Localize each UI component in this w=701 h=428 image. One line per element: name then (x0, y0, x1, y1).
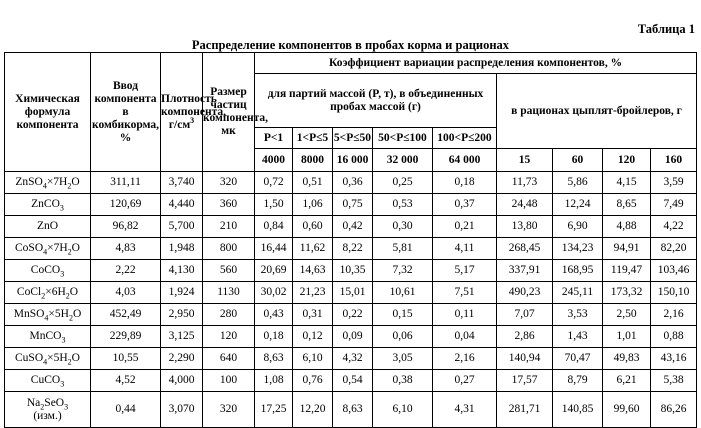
formula-text: MnSO (13, 308, 45, 320)
header-dose: Ввод компонента в комбикорма, % (91, 53, 161, 172)
formula-text: O (71, 176, 80, 188)
formula-text: ×7H (47, 242, 68, 254)
cell-batch-coefficient: 20,69 (255, 260, 293, 282)
cell-batch-coefficient: 5,17 (433, 260, 497, 282)
formula-text: ZnO (36, 220, 59, 232)
formula-subscript: 2 (65, 291, 70, 301)
cell-formula (5, 304, 91, 326)
formula-text: CuCO (30, 374, 61, 386)
cell-batch-coefficient: 1,08 (255, 370, 293, 392)
formula-subscript: 2 (67, 181, 72, 191)
cell-batch-coefficient: 0,43 (255, 304, 293, 326)
cell-ration-coefficient: 337,91 (497, 260, 553, 282)
formula-subscript: 2 (67, 357, 72, 367)
cell-batch-coefficient: 0,76 (293, 370, 333, 392)
cell-ration-coefficient: 5,38 (651, 370, 697, 392)
header-p-range: 1<P≤5 (293, 128, 333, 149)
cell-batch-coefficient: 8,22 (333, 238, 373, 260)
formula-text: O (71, 242, 80, 254)
cell-batch-coefficient: 4,11 (433, 238, 497, 260)
cell-ration-coefficient: 3,59 (651, 172, 697, 194)
cell-ration-coefficient: 4,88 (603, 216, 651, 238)
header-p-range: 100<P≤200 (433, 128, 497, 149)
cell-formula (5, 238, 91, 260)
cell-batch-coefficient: 0,38 (373, 370, 433, 392)
cell-batch-coefficient: 0,27 (433, 370, 497, 392)
cell-particle-size: 280 (203, 304, 255, 326)
cell-ration-coefficient: 1,01 (603, 326, 651, 348)
formula-text: O (71, 352, 80, 364)
formula-subscript: 3 (64, 401, 69, 411)
cell-formula (5, 260, 91, 282)
header-density-sup: 3 (190, 115, 195, 125)
header-ration-mass: 15 (497, 149, 553, 172)
formula-subscript: 4 (43, 357, 48, 367)
header-density-text: Плотность компонента, г/см (161, 92, 226, 131)
cell-batch-coefficient: 0,53 (373, 194, 433, 216)
cell-ration-coefficient: 134,23 (553, 238, 603, 260)
cell-dose: 2,22 (91, 260, 161, 282)
table-row (5, 326, 697, 348)
cell-batch-coefficient: 0,25 (373, 172, 433, 194)
formula-text: ×7H (46, 176, 68, 188)
header-formula: Химическая формула компонента (5, 53, 91, 172)
header-ration-mass: 60 (553, 149, 603, 172)
cell-ration-coefficient: 490,23 (497, 282, 553, 304)
formula-subscript: 3 (60, 379, 65, 389)
formula-text: O (69, 286, 79, 298)
header-sample-mass: 64 000 (433, 149, 497, 172)
cell-dose: 229,89 (91, 326, 161, 348)
cell-batch-coefficient: 1,06 (293, 194, 333, 216)
cell-batch-coefficient: 0,31 (293, 304, 333, 326)
formula-text: ×6H (45, 286, 66, 298)
cell-ration-coefficient: 17,57 (497, 370, 553, 392)
cell-batch-coefficient: 0,21 (433, 216, 497, 238)
cell-particle-size: 320 (203, 172, 255, 194)
formula-subscript: 2 (68, 313, 73, 323)
table-body (5, 172, 697, 428)
cell-batch-coefficient: 16,44 (255, 238, 293, 260)
cell-batch-coefficient: 15,01 (333, 282, 373, 304)
cell-ration-coefficient: 24,48 (497, 194, 553, 216)
cell-batch-coefficient: 0,42 (333, 216, 373, 238)
cell-batch-coefficient: 4,31 (433, 392, 497, 428)
cell-batch-coefficient: 7,51 (433, 282, 497, 304)
cell-batch-coefficient: 0,11 (433, 304, 497, 326)
cell-batch-coefficient: 6,10 (293, 348, 333, 370)
cell-particle-size: 100 (203, 370, 255, 392)
table-row (5, 216, 697, 238)
formula-text: ZnSO (15, 176, 43, 188)
cell-ration-coefficient: 7,07 (497, 304, 553, 326)
cell-ration-coefficient: 13,80 (497, 216, 553, 238)
cell-density: 4,440 (161, 194, 203, 216)
cell-batch-coefficient: 12,20 (293, 392, 333, 428)
cell-ration-coefficient: 168,95 (553, 260, 603, 282)
distribution-table (4, 52, 697, 428)
cell-ration-coefficient: 11,73 (497, 172, 553, 194)
cell-particle-size: 1130 (203, 282, 255, 304)
cell-batch-coefficient: 0,06 (373, 326, 433, 348)
cell-batch-coefficient: 10,61 (373, 282, 433, 304)
header-p-range: P<1 (255, 128, 293, 149)
cell-batch-coefficient: 0,18 (433, 172, 497, 194)
cell-batch-coefficient: 10,35 (333, 260, 373, 282)
cell-ration-coefficient: 7,49 (651, 194, 697, 216)
cell-ration-coefficient: 8,65 (603, 194, 651, 216)
cell-ration-coefficient: 140,94 (497, 348, 553, 370)
cell-density: 3,070 (161, 392, 203, 428)
header-sample-mass: 16 000 (333, 149, 373, 172)
cell-batch-coefficient: 0,36 (333, 172, 373, 194)
cell-dose: 0,44 (91, 392, 161, 428)
cell-batch-coefficient: 0,12 (293, 326, 333, 348)
cell-density: 2,290 (161, 348, 203, 370)
cell-formula (5, 348, 91, 370)
cell-density: 3,125 (161, 326, 203, 348)
cell-ration-coefficient: 173,32 (603, 282, 651, 304)
formula-text: MnCO (29, 330, 62, 342)
cell-ration-coefficient: 70,47 (553, 348, 603, 370)
cell-dose: 10,55 (91, 348, 161, 370)
cell-ration-coefficient: 99,60 (603, 392, 651, 428)
formula-note: (изм.) (33, 409, 62, 422)
formula-text: Na (26, 396, 41, 409)
cell-batch-coefficient: 8,63 (255, 348, 293, 370)
header-ration-mass: 120 (603, 149, 651, 172)
cell-dose: 452,49 (91, 304, 161, 326)
header-p-range: 5<P≤50 (333, 128, 373, 149)
formula-subscript: 2 (40, 401, 45, 411)
formula-text: CoSO (15, 242, 44, 254)
cell-particle-size: 320 (203, 392, 255, 428)
header-sample-mass: 4000 (255, 149, 293, 172)
cell-ration-coefficient: 82,20 (651, 238, 697, 260)
cell-density: 5,700 (161, 216, 203, 238)
cell-dose: 311,11 (91, 172, 161, 194)
formula-subscript: 3 (59, 203, 64, 213)
table-row (5, 194, 697, 216)
cell-ration-coefficient: 8,79 (553, 370, 603, 392)
cell-particle-size: 120 (203, 326, 255, 348)
table-row (5, 238, 697, 260)
cell-density: 1,924 (161, 282, 203, 304)
cell-batch-coefficient: 0,22 (333, 304, 373, 326)
cell-ration-coefficient: 4,15 (603, 172, 651, 194)
cell-batch-coefficient: 1,50 (255, 194, 293, 216)
cell-batch-coefficient: 0,84 (255, 216, 293, 238)
table-row (5, 304, 697, 326)
cell-ration-coefficient: 103,46 (651, 260, 697, 282)
header-rations: в рационах цыплят-бройлеров, г (497, 74, 697, 149)
header-sample-mass: 32 000 (373, 149, 433, 172)
formula-subscript: 3 (61, 335, 66, 345)
cell-ration-coefficient: 281,71 (497, 392, 553, 428)
cell-ration-coefficient: 2,50 (603, 304, 651, 326)
cell-formula (5, 194, 91, 216)
cell-batch-coefficient: 0,30 (373, 216, 433, 238)
cell-batch-coefficient: 6,10 (373, 392, 433, 428)
cell-density: 4,000 (161, 370, 203, 392)
cell-ration-coefficient: 1,43 (553, 326, 603, 348)
cell-batch-coefficient: 3,05 (373, 348, 433, 370)
cell-ration-coefficient: 3,53 (553, 304, 603, 326)
cell-formula (5, 392, 91, 428)
header-coefficient: Коэффициент вариации распределения компонентов, % (255, 53, 697, 74)
cell-density: 3,740 (161, 172, 203, 194)
table-row (5, 282, 697, 304)
cell-ration-coefficient: 5,86 (553, 172, 603, 194)
header-density (161, 53, 226, 172)
formula-text: ZnCO (31, 198, 60, 210)
cell-batch-coefficient: 0,75 (333, 194, 373, 216)
cell-batch-coefficient: 17,25 (255, 392, 293, 428)
table-row (5, 260, 697, 282)
cell-batch-coefficient: 0,72 (255, 172, 293, 194)
header-p-range: 50<P≤100 (373, 128, 433, 149)
cell-batch-coefficient: 14,63 (293, 260, 333, 282)
cell-particle-size: 360 (203, 194, 255, 216)
cell-batch-coefficient: 4,32 (333, 348, 373, 370)
header-sample-mass: 8000 (293, 149, 333, 172)
cell-ration-coefficient: 6,90 (553, 216, 603, 238)
formula-text: CuSO (15, 352, 44, 364)
cell-ration-coefficient: 12,24 (553, 194, 603, 216)
cell-batch-coefficient: 0,04 (433, 326, 497, 348)
cell-dose: 4,52 (91, 370, 161, 392)
table-row (5, 370, 697, 392)
formula-text: ×5H (48, 308, 69, 320)
cell-batch-coefficient: 5,81 (373, 238, 433, 260)
cell-formula (5, 216, 91, 238)
formula-subscript: 2 (67, 247, 72, 257)
cell-dose: 4,83 (91, 238, 161, 260)
cell-ration-coefficient: 2,86 (497, 326, 553, 348)
cell-batch-coefficient: 0,09 (333, 326, 373, 348)
cell-batch-coefficient: 7,32 (373, 260, 433, 282)
cell-ration-coefficient: 140,85 (553, 392, 603, 428)
cell-density: 2,950 (161, 304, 203, 326)
cell-formula (5, 172, 91, 194)
table-number-label: Таблица 1 (637, 22, 695, 36)
formula-subscript: 4 (43, 247, 48, 257)
cell-particle-size: 210 (203, 216, 255, 238)
cell-ration-coefficient: 94,91 (603, 238, 651, 260)
formula-text: O (72, 308, 82, 320)
cell-density: 4,130 (161, 260, 203, 282)
formula-subscript: 3 (60, 269, 65, 279)
cell-formula (5, 282, 91, 304)
formula-text: CoCl (16, 286, 42, 298)
formula-text: ×5H (47, 352, 68, 364)
cell-ration-coefficient: 6,21 (603, 370, 651, 392)
header-particle-size: Размер частиц компонента, мк (203, 53, 255, 172)
cell-ration-coefficient: 245,11 (553, 282, 603, 304)
cell-formula (5, 370, 91, 392)
table-row (5, 172, 697, 194)
cell-particle-size: 800 (203, 238, 255, 260)
formula-text: SeO (44, 396, 65, 409)
cell-batch-coefficient: 0,18 (255, 326, 293, 348)
table-caption: Распределение компонентов в пробах корма и рационах (191, 38, 510, 52)
cell-ration-coefficient: 150,10 (651, 282, 697, 304)
cell-batch-coefficient: 0,60 (293, 216, 333, 238)
formula-subscript: 2 (41, 291, 46, 301)
cell-ration-coefficient: 49,83 (603, 348, 651, 370)
cell-batch-coefficient: 2,16 (433, 348, 497, 370)
cell-ration-coefficient: 0,88 (651, 326, 697, 348)
header-ration-mass: 160 (651, 149, 697, 172)
cell-ration-coefficient: 119,47 (603, 260, 651, 282)
cell-batch-coefficient: 0,37 (433, 194, 497, 216)
cell-batch-coefficient: 21,23 (293, 282, 333, 304)
cell-ration-coefficient: 4,22 (651, 216, 697, 238)
cell-dose: 96,82 (91, 216, 161, 238)
cell-batch-coefficient: 30,02 (255, 282, 293, 304)
header-batches: для партий массой (P, т), в объединенных пробах массой (г) (255, 74, 497, 128)
cell-batch-coefficient: 8,63 (333, 392, 373, 428)
cell-particle-size: 640 (203, 348, 255, 370)
cell-batch-coefficient: 0,54 (333, 370, 373, 392)
cell-ration-coefficient: 43,16 (651, 348, 697, 370)
cell-particle-size: 560 (203, 260, 255, 282)
cell-batch-coefficient: 0,51 (293, 172, 333, 194)
formula-subscript: 4 (42, 181, 47, 191)
table-row (5, 348, 697, 370)
table-row (5, 392, 697, 428)
cell-batch-coefficient: 11,62 (293, 238, 333, 260)
cell-ration-coefficient: 86,26 (651, 392, 697, 428)
cell-dose: 4,03 (91, 282, 161, 304)
cell-formula (5, 326, 91, 348)
formula-subscript: 4 (44, 313, 49, 323)
formula-text: CoCO (30, 264, 61, 276)
cell-batch-coefficient: 0,15 (373, 304, 433, 326)
cell-dose: 120,69 (91, 194, 161, 216)
cell-ration-coefficient: 2,16 (651, 304, 697, 326)
cell-density: 1,948 (161, 238, 203, 260)
cell-ration-coefficient: 268,45 (497, 238, 553, 260)
